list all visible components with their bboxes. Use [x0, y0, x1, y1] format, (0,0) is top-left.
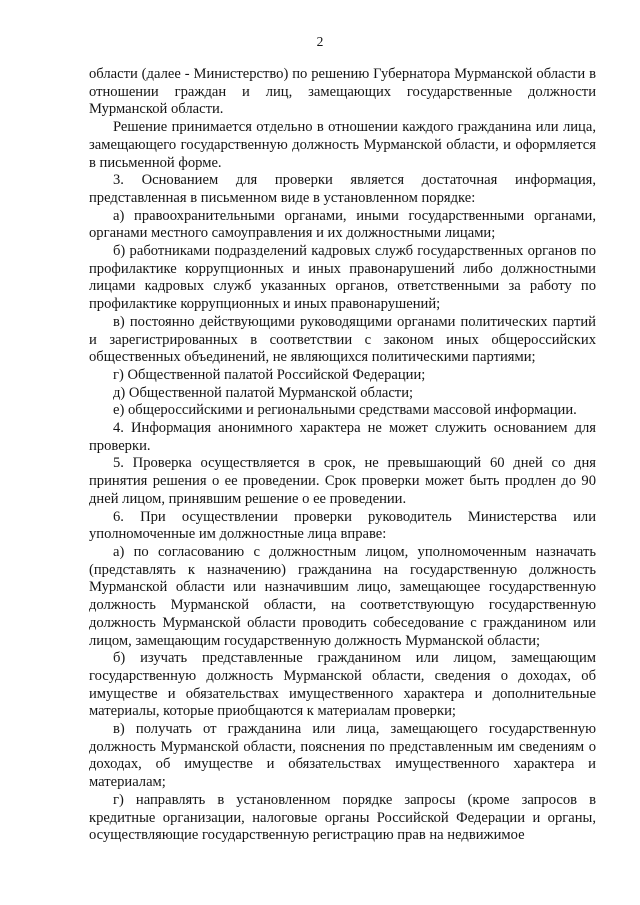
document-body [89, 66, 596, 845]
page-number: 2 [316, 34, 324, 49]
paragraph-item-3b: б) работниками подразделений кадровых служб государственных органов по профилактике коррупционных и иных правонарушений либо должностными лицами кадровых служб указанных органов, ответственными за работу по профилактике коррупционных и иных правонарушений; [89, 243, 596, 313]
paragraph-item-6g: г) направлять в установленном порядке запросы (кроме запросов в кредитные организации, налоговые органы Российской Федерации и органы, осуществляющие государственную регистрацию прав на недвижимое [89, 791, 596, 844]
paragraph-item-3g: г) Общественной палатой Российской Федерации; [113, 366, 426, 383]
paragraph-item-6: 6. При осуществлении проверки руководитель Министерства или уполномоченные им должностные лица вправе: [89, 508, 596, 543]
paragraph-item-3: 3. Основанием для проверки является достаточная информация, представленная в письменном виде в установленном порядке: [89, 172, 596, 206]
paragraph-continuation: области (далее - Министерство) по решению Губернатора Мурманской области в отношении граждан и лиц, замещающих государственные должности Мурманской области. [89, 66, 596, 118]
paragraph-item-5: 5. Проверка осуществляется в срок, не превышающий 60 дней со дня принятия решения о ее проведении. Срок проверки может быть продлен до 90 дней лицом, принявшим решение о ее проведении. [89, 455, 596, 507]
paragraph-item-6v: в) получать от гражданина или лица, замещающего государственную должность Мурманской области, пояснения по представленным им сведениям о доходах, об имуществе и обязательствах имущественного характера и материалам; [89, 721, 596, 791]
paragraph-item-4: 4. Информация анонимного характера не может служить основанием для проверки. [89, 420, 596, 454]
paragraph-item-3a: а) правоохранительными органами, иными государственными органами, органами местного самоуправления и их должностными лицами; [89, 207, 596, 242]
paragraph-item-6b: б) изучать представленные гражданином или лицом, замещающим государственную должность Мурманской области, сведения о доходах, об имуществе и обязательствах имущественного характера и дополнительные материалы, которые приобщаются к материалам проверки; [89, 650, 596, 720]
paragraph-item-3v: в) постоянно действующими руководящими органами политических партий и зарегистрированных в соответствии с законом иных общероссийских общественных объединений, не являющихся политическими партиями; [89, 313, 596, 366]
paragraph-item-3d: д) Общественной палатой Мурманской области; [113, 384, 414, 401]
paragraph-decision: Решение принимается отдельно в отношении каждого гражданина или лица, замещающего государственную должность Мурманской области, и оформляется в письменной форме. [89, 119, 596, 171]
paragraph-item-6a: а) по согласованию с должностным лицом, уполномоченным назначать (представлять к назначению) гражданина на государственную должность Мурманской области или назначившим лицо, замещающее государственную должность Мурманской области, на соответствующую государственную должность Мурманской области проводить собеседование с гражданином или лицом, замещающим государственную должность Мурманской области; [89, 543, 596, 649]
paragraph-item-3e: е) общероссийскими и региональными средствами массовой информации. [113, 402, 577, 419]
